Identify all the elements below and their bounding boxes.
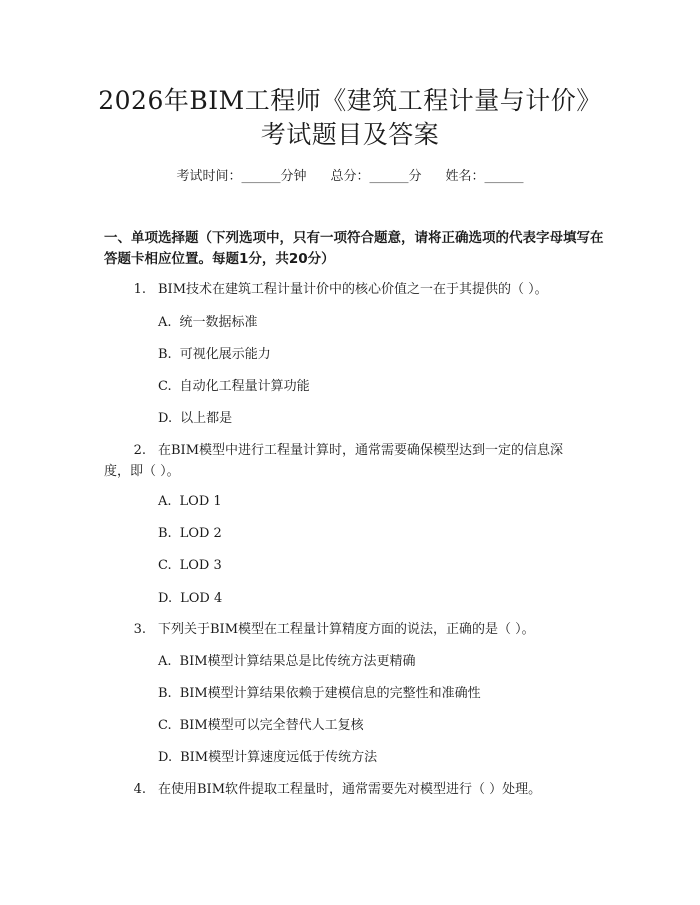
student-name-field: 姓名：______ bbox=[445, 169, 524, 184]
option-text: BIM模型计算速度远低于传统方法 bbox=[180, 750, 378, 765]
question-3-option-b bbox=[158, 684, 598, 704]
question-1-option-a bbox=[158, 313, 598, 333]
total-score-field: 总分：______分 bbox=[330, 169, 422, 184]
question-4 bbox=[104, 780, 604, 800]
question-2-option-a bbox=[158, 492, 598, 512]
question-2-option-c bbox=[158, 556, 598, 576]
question-3 bbox=[104, 620, 604, 640]
section-heading: 一、单项选择题（下列选项中，只有一项符合题意，请将正确选项的代表字母填写在答题卡相应位置。每题1分，共20分） bbox=[104, 230, 604, 267]
option-text: BIM模型计算结果依赖于建模信息的完整性和准确性 bbox=[179, 686, 481, 701]
option-letter: B. bbox=[158, 686, 172, 701]
question-text: 在使用BIM软件提取工程量时，通常需要先对模型进行（ ）处理。 bbox=[158, 782, 542, 797]
option-letter: D. bbox=[158, 750, 173, 765]
option-letter: A. bbox=[158, 494, 172, 509]
question-3-option-c bbox=[158, 716, 598, 736]
option-text: BIM模型可以完全替代人工复核 bbox=[179, 718, 364, 733]
question-number: 4. bbox=[133, 782, 146, 797]
option-text: 以上都是 bbox=[180, 411, 233, 426]
option-text: LOD 1 bbox=[179, 494, 222, 509]
question-text-line-2: 度，即（ ）。 bbox=[104, 464, 180, 479]
option-letter: C. bbox=[158, 379, 172, 394]
question-text: BIM技术在建筑工程计量计价中的核心价值之一在于其提供的（ ）。 bbox=[158, 282, 548, 297]
question-3-option-d bbox=[158, 748, 598, 768]
option-text: LOD 3 bbox=[179, 558, 222, 573]
question-1-option-d bbox=[158, 409, 598, 429]
document-title-line-1: 2026年BIM工程师《建筑工程计量与计价》 bbox=[98, 86, 602, 115]
question-number: 1. bbox=[133, 282, 146, 297]
option-text: 自动化工程量计算功能 bbox=[179, 379, 310, 394]
document-title-line-2: 考试题目及答案 bbox=[260, 120, 440, 149]
question-2 bbox=[104, 441, 604, 461]
option-letter: C. bbox=[158, 558, 172, 573]
option-letter: C. bbox=[158, 718, 172, 733]
option-text: 统一数据标准 bbox=[179, 315, 258, 330]
exam-info-row bbox=[0, 167, 700, 187]
option-text: LOD 2 bbox=[179, 526, 222, 541]
option-letter: D. bbox=[158, 411, 173, 426]
question-1 bbox=[104, 280, 604, 300]
option-letter: B. bbox=[158, 526, 172, 541]
option-text: LOD 4 bbox=[180, 591, 223, 606]
question-3-option-a bbox=[158, 652, 598, 672]
option-text: BIM模型计算结果总是比传统方法更精确 bbox=[179, 654, 416, 669]
option-letter: B. bbox=[158, 347, 172, 362]
question-2-option-d bbox=[158, 589, 598, 609]
option-letter: D. bbox=[158, 591, 173, 606]
question-1-option-c bbox=[158, 377, 598, 397]
question-2-continued bbox=[104, 462, 604, 482]
exam-time-field: 考试时间：______分钟 bbox=[176, 169, 307, 184]
question-number: 3. bbox=[133, 622, 146, 637]
option-letter: A. bbox=[158, 654, 172, 669]
option-text: 可视化展示能力 bbox=[179, 347, 271, 362]
question-number: 2. bbox=[133, 443, 146, 458]
option-letter: A. bbox=[158, 315, 172, 330]
question-2-option-b bbox=[158, 524, 598, 544]
question-1-option-b bbox=[158, 345, 598, 365]
question-text: 下列关于BIM模型在工程量计算精度方面的说法，正确的是（ ）。 bbox=[158, 622, 535, 637]
question-text-line-1: 在BIM模型中进行工程量计算时，通常需要确保模型达到一定的信息深 bbox=[158, 443, 563, 458]
